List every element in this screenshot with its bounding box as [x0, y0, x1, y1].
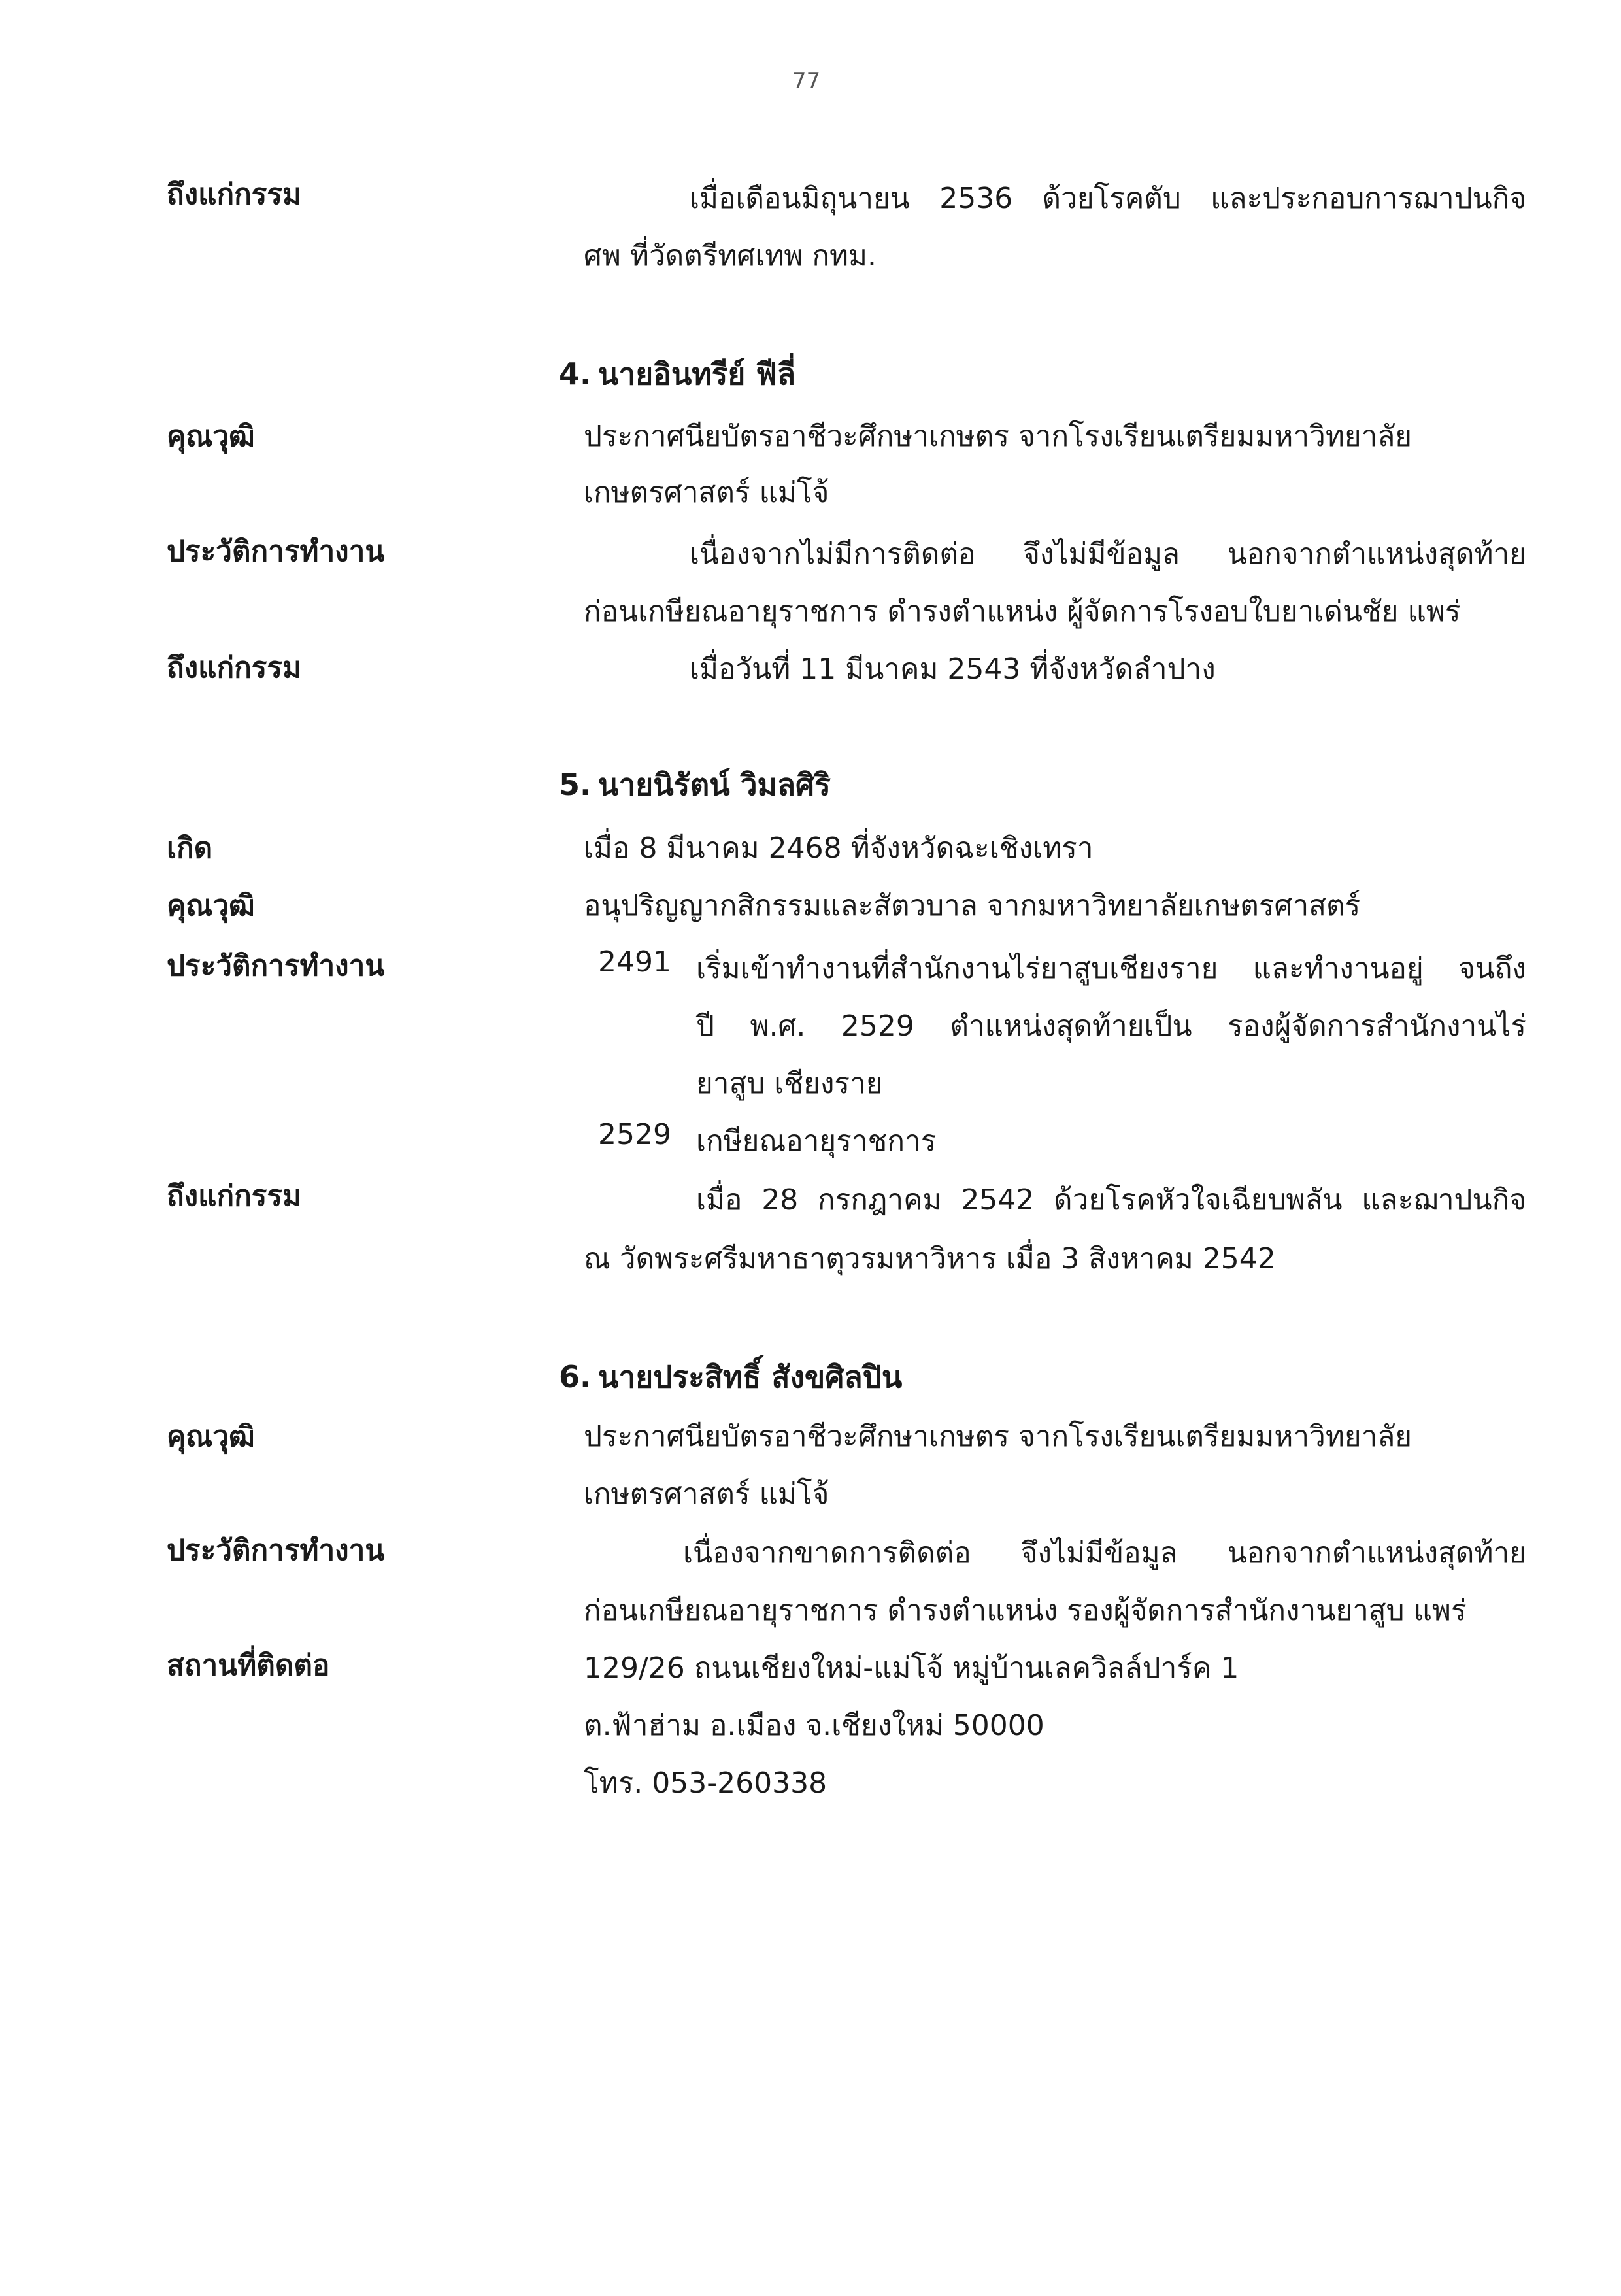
work-history-text-line: เนื่องจากขาดการติดต่อ จึงไม่มีข้อมูล นอกจากตำแหน่งสุดท้าย [683, 1536, 1526, 1570]
person-number: 5. [559, 767, 592, 802]
work-history-text-line: ก่อนเกษียณอายุราชการ ดำรงตำแหน่ง รองผู้จัดการสำนักงานยาสูบ แพร่ [584, 1594, 1467, 1627]
contact-text-line: 129/26 ถนนเชียงใหม่-แม่โจ้ หมู่บ้านเลควิลล์ปาร์ค 1 [584, 1651, 1239, 1685]
contact-text-line: ต.ฟ้าฮ่าม อ.เมือง จ.เชียงใหม่ 50000 [584, 1709, 1044, 1742]
person-heading [559, 1353, 902, 1401]
work-year: 2491 [598, 945, 671, 979]
death-text-line: ณ วัดพระศรีมหาธาตุวรมหาวิหาร เมื่อ 3 สิงหาคม 2542 [584, 1242, 1276, 1275]
born-text-line: เมื่อ 8 มีนาคม 2468 ที่จังหวัดฉะเชิงเทรา [584, 832, 1094, 865]
work-history-text-line: ก่อนเกษียณอายุราชการ ดำรงตำแหน่ง ผู้จัดการโรงอบใบยาเด่นชัย แพร่ [584, 595, 1461, 628]
death-text-line: ศพ ที่วัดตรีทศเทพ กทม. [584, 239, 877, 273]
work-entry-line: เกษียณอายุราชการ [696, 1124, 937, 1158]
work-history-label: ประวัติการทำงาน [167, 1534, 385, 1567]
qualification-text-line: เกษตรศาสตร์ แม่โจ้ [584, 476, 829, 509]
person-name: นายอินทรีย์ ฟีลี่ [598, 356, 796, 392]
qualification-label: คุณวุฒิ [167, 1420, 255, 1453]
person-name: นายนิรัตน์ วิมลศิริ [598, 767, 831, 802]
person-heading [559, 350, 795, 398]
qualification-text-line: เกษตรศาสตร์ แม่โจ้ [584, 1477, 829, 1511]
contact-label: สถานที่ติดต่อ [167, 1649, 330, 1682]
work-history-label: ประวัติการทำงาน [167, 535, 385, 568]
death-label: ถึงแก่กรรม [167, 1179, 302, 1213]
person-number: 4. [559, 356, 592, 392]
born-label: เกิด [167, 832, 213, 865]
death-text-line: เมื่อ 28 กรกฎาคม 2542 ด้วยโรคหัวใจเฉียบพลัน และฌาปนกิจ [696, 1183, 1526, 1217]
work-history-text-line: เนื่องจากไม่มีการติดต่อ จึงไม่มีข้อมูล นอกจากตำแหน่งสุดท้าย [690, 537, 1526, 571]
qualification-text-line: อนุปริญญากสิกรรมและสัตวบาล จากมหาวิทยาลัยเกษตรศาสตร์ [584, 889, 1361, 922]
work-entry-line: ปี พ.ศ. 2529 ตำแหน่งสุดท้ายเป็น รองผู้จัดการสำนักงานไร่ [696, 1009, 1526, 1043]
work-year: 2529 [598, 1118, 671, 1151]
death-text-line: เมื่อเดือนมิถุนายน 2536 ด้วยโรคตับ และประกอบการฌาปนกิจ [690, 182, 1526, 215]
qualification-text-line: ประกาศนียบัตรอาชีวะศึกษาเกษตร จากโรงเรียนเตรียมมหาวิทยาลัย [584, 1420, 1412, 1453]
work-entry-line: เริ่มเข้าทำงานที่สำนักงานไร่ยาสูบเชียงราย และทำงานอยู่ จนถึง [696, 952, 1526, 985]
qualification-text-line: ประกาศนียบัตรอาชีวะศึกษาเกษตร จากโรงเรียนเตรียมมหาวิทยาลัย [584, 420, 1412, 453]
page-number: 77 [792, 68, 821, 94]
death-label: ถึงแก่กรรม [167, 178, 302, 211]
qualification-label: คุณวุฒิ [167, 420, 255, 453]
work-entry-line: ยาสูบ เชียงราย [696, 1067, 883, 1100]
contact-text-line: โทร. 053-260338 [584, 1766, 827, 1800]
death-label: ถึงแก่กรรม [167, 651, 302, 684]
person-heading [559, 761, 831, 809]
death-text-line: เมื่อวันที่ 11 มีนาคม 2543 ที่จังหวัดลำปาง [690, 652, 1216, 686]
person-number: 6. [559, 1359, 592, 1394]
work-history-label: ประวัติการทำงาน [167, 949, 385, 983]
person-name: นายประสิทธิ์ สังขศิลปิน [598, 1359, 903, 1394]
qualification-label: คุณวุฒิ [167, 889, 255, 922]
